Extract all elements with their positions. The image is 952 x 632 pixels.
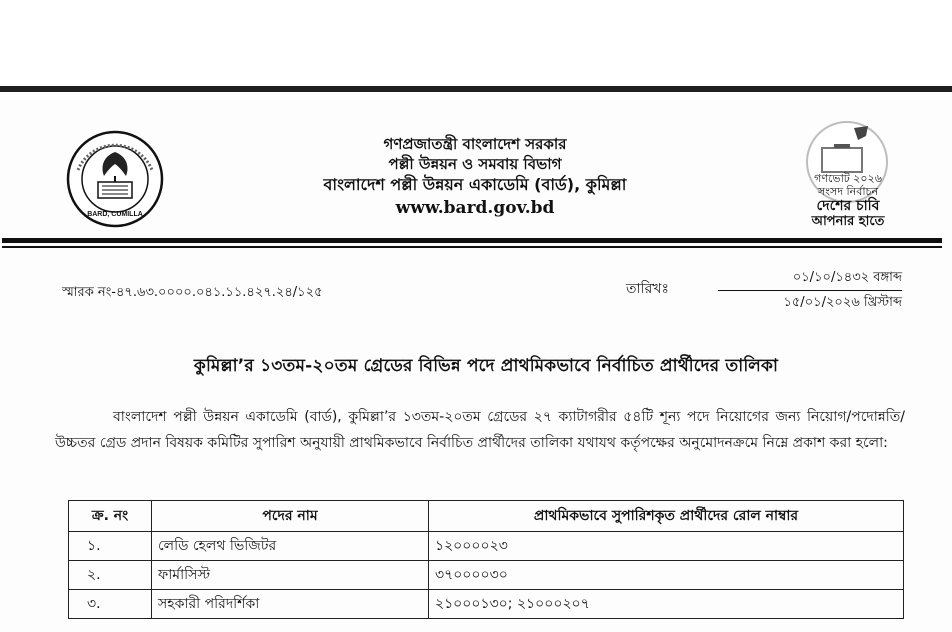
row-rolls: ১২০০০০২৩ [429,532,904,561]
table-header-row [69,501,904,532]
row-post: সহকারী পরিদর্শিকা [152,590,429,619]
row-post: লেডি হেলথ ভিজিটর [152,532,429,561]
row-rolls: ৩৭০০০০৩০ [429,561,904,590]
table-row [69,532,904,561]
website-link[interactable]: www.bard.gov.bd [395,198,555,218]
header-rolls: প্রাথমিকভাবে সুপারিশকৃত প্রার্থীদের রোল নাম্বার [429,501,904,532]
date-gregorian: ১৫/০১/২০২৬ খ্রিস্টাব্দ [783,295,902,310]
candidates-table [68,500,904,619]
document-page [0,92,952,632]
memo-number: স্মারক নং-৪৭.৬৩.০০০০.০৪১.১১.৪২৭.২৪/১২৫ [62,285,323,300]
row-serial: ৩. [69,590,152,619]
notice-body [55,404,905,456]
table-row [69,561,904,590]
row-post: ফার্মাসিস্ট [152,561,429,590]
election-slogan: গণভোট ২০২৬ সংসদ নির্বাচন দেশের চাবি আপনার হাতে [811,172,885,229]
division-name: পল্লী উন্নয়ন ও সমবায় বিভাগ [388,155,562,173]
letterhead [240,134,710,220]
notice-body-text: বাংলাদেশ পল্লী উন্নয়ন একাডেমি (বার্ড), কুমিল্লা’র ১৩তম-২০তম গ্রেডের ২৭ ক্যাটাগরীর ৫৪টি শূন্য পদে নিয়োগের জন্য নিয়োগ/পদোন্নতি/উচ্চতর গ্রেড প্রদান বিষয়ক কমিটির সুপারিশ অনুযায়ী প্রাথমিকভাবে নির্বাচিত প্রার্থীদের তালিকা যথাযথ কর্তৃপক্ষের অনুমোদনক্রমে নিম্নে প্রকাশ করা হলো: [55,409,905,451]
notice-title: কুমিল্লা’র ১৩তম-২০তম গ্রেডের বিভিন্ন পদে প্রাথমিকভাবে নির্বাচিত প্রার্থীদের তালিকা [193,356,779,376]
date-bangla: ০১/১০/১৪৩২ বঙ্গাব্দ [718,268,902,291]
row-rolls: ২১০০০১৩০; ২১০০০২০৭ [429,590,904,619]
blank-top-area [0,0,952,87]
row-serial: ২. [69,561,152,590]
government-name: গণপ্রজাতন্ত্রী বাংলাদেশ সরকার [383,135,567,153]
date-block [718,268,902,313]
header-divider-thick [2,238,942,243]
header-serial: ক্র. নং [69,501,152,532]
organization-name: বাংলাদেশ পল্লী উন্নয়ন একাডেমি (বার্ড), কুমিল্লা [323,175,627,194]
bard-logo [66,130,164,228]
header-divider-thin [2,246,942,248]
row-serial: ১. [69,532,152,561]
header-post: পদের নাম [152,501,429,532]
table-row [69,590,904,619]
svg-text:BARD, CUMILLA: BARD, CUMILLA [87,211,143,218]
date-label: তারিখঃ [626,281,669,297]
